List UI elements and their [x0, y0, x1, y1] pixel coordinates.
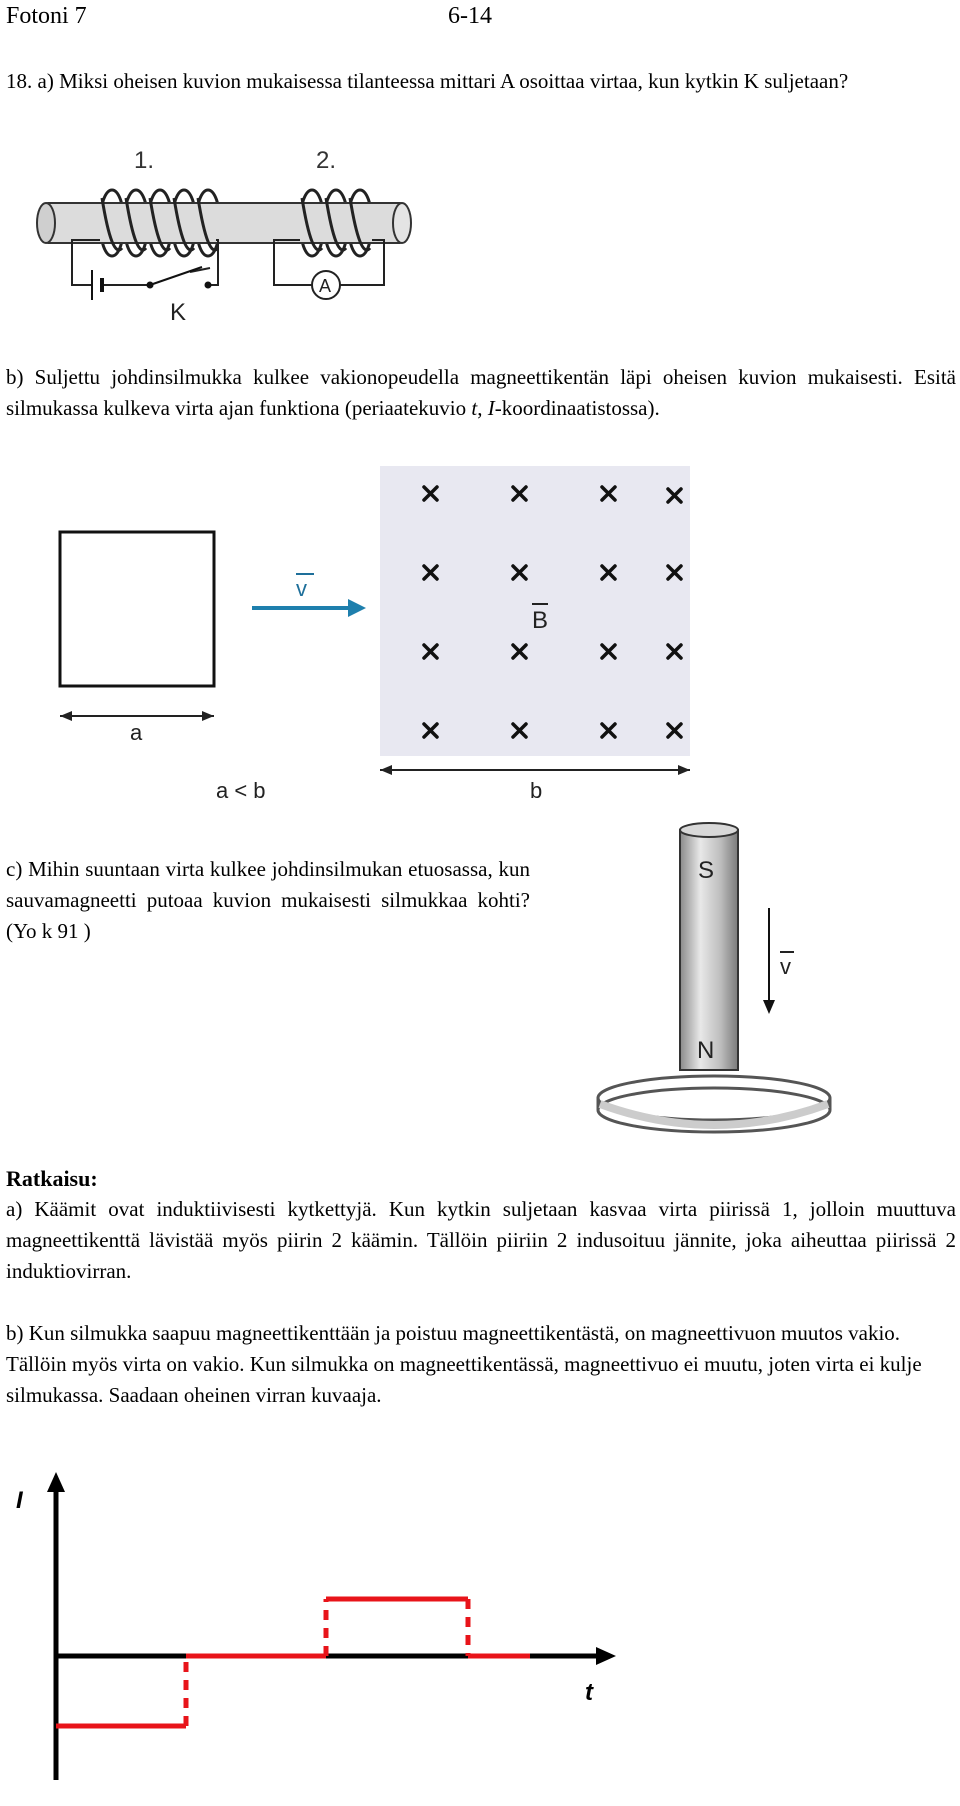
magnet-north-label: N [697, 1037, 715, 1064]
magnet-velocity-label: v [780, 954, 791, 979]
y-axis-label: I [16, 1487, 23, 1514]
current-time-graph [10, 1468, 630, 1798]
x-axis-label: t [585, 1679, 593, 1706]
question-18b-text-1: b) Suljettu johdinsilmukka kulkee vakionopeudella magneettikentän läpi oheisen kuvion mukaisesti. Esitä silmukassa kulkeva virta ajan funktiona (periaatekuvio [6, 365, 956, 420]
relation-label: a < b [216, 778, 266, 803]
switch-label: K [170, 299, 187, 326]
page-number: 6-14 [448, 3, 492, 29]
velocity-label: v [296, 576, 307, 601]
solution-b: b) Kun silmukka saapuu magneettikenttään ja poistuu magneettikentästä, on magneettivuon muutos vakio. Tällöin myös virta on vakio. Kun silmukka on magneettikentässä, magneettivuo ei muutu, joten virta ei kulje silmukassa. Saadaan oheinen virran kuvaaja. [6, 1321, 922, 1407]
iron-rod [44, 203, 404, 243]
width-a-label: a [130, 720, 143, 745]
solution-a: a) Käämit ovat induktiivisesti kytkettyjä. Kun kytkin suljetaan kasvaa virta piirissä 1, jolloin muuttuva magneettikenttä lävistää myös piirin 2 käämin. Tällöin piiriin 2 indusoituu jännite, joka aiheuttaa piirissä 2 induktiovirran. [6, 1197, 956, 1283]
width-b-label: b [530, 778, 543, 803]
ammeter-label: A [319, 276, 332, 296]
coil-2-label: 2. [316, 147, 337, 174]
field-label: B [532, 607, 549, 634]
question-18b [6, 362, 956, 424]
question-18b-italic-t: t [471, 396, 478, 420]
page-header-left: Fotoni 7 [6, 3, 87, 29]
loop-magnetic-field-figure [30, 466, 710, 806]
battery-icon [92, 270, 102, 300]
falling-magnet-figure [580, 816, 850, 1156]
solution-heading: Ratkaisu: [6, 1166, 98, 1191]
question-18b-text-3: -koordinaatistossa). [494, 396, 660, 420]
question-18b-text-2: , [477, 396, 488, 420]
question-18c: c) Mihin suuntaan virta kulkee johdinsilmukan etuosassa, kun sauvamagneetti putoaa kuvion mukaisesti silmukkaa kohti? (Yo k 91 ) [6, 857, 530, 943]
question-18a: 18. a) Miksi oheisen kuvion mukaisessa tilanteessa mittari A osoittaa virtaa, kun kytkin K suljetaan? [6, 69, 849, 93]
current-curve [56, 1599, 530, 1726]
ammeter-icon [312, 271, 340, 299]
coil-circuit-figure [30, 140, 420, 355]
wire-loop [60, 532, 214, 686]
coil-1-label: 1. [134, 147, 155, 174]
question-18b-italic-i: I [487, 396, 495, 420]
magnet-south-label: S [698, 857, 715, 884]
